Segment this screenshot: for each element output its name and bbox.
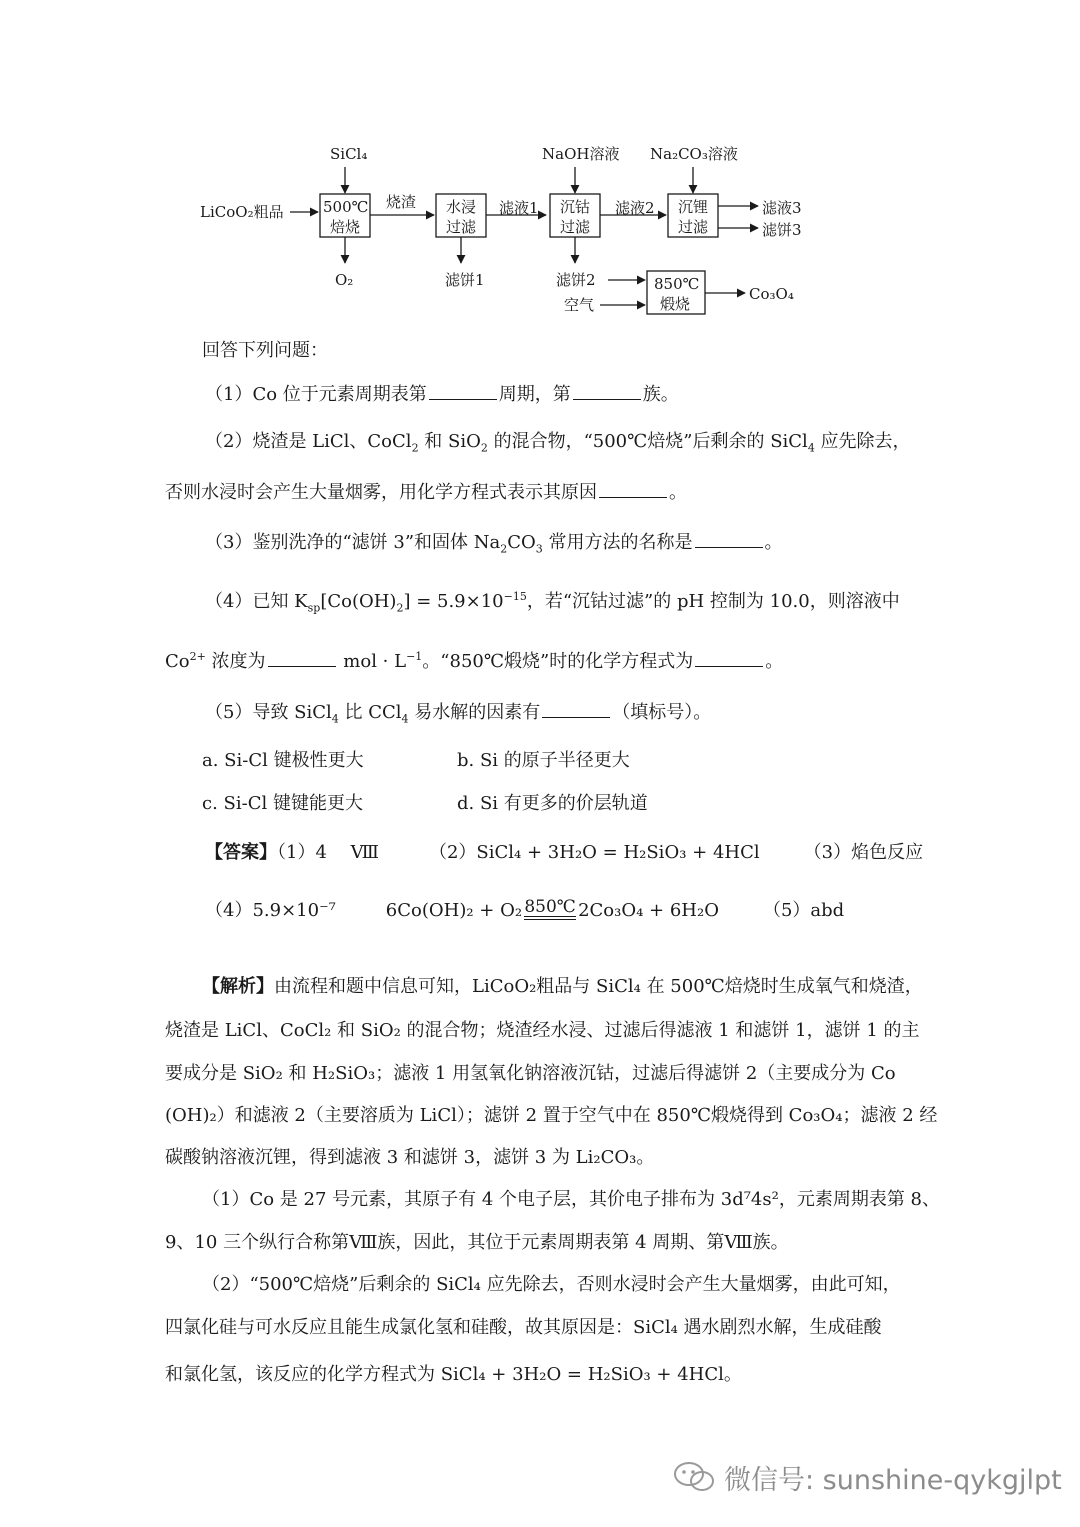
flow-reagent3-label: Na₂CO₃溶液 — [650, 145, 738, 163]
flow-out5-label: Co₃O₄ — [749, 285, 794, 303]
options-row-1 — [202, 748, 962, 774]
answer-3: （3）焰色反应 — [803, 842, 924, 863]
answer-5: （5）abd — [762, 900, 845, 921]
q1-blank-period[interactable] — [429, 381, 497, 400]
question-3: （3）鉴别洗净的“滤饼 3”和固体 $Na_2CO_3$ 常用方法的名称是 。 — [205, 529, 965, 563]
flow-box5-line1: 850℃ — [654, 275, 700, 293]
condition-temp: 850℃ — [524, 897, 576, 917]
q4-text-d: ，若“沉钴过滤”的 pH 控制为 10.0，则溶液中 — [526, 591, 900, 612]
q5-blank[interactable] — [542, 699, 610, 718]
answer-2: （2）SiCl₄ + 3H₂O = H₂SiO₃ + 4HCl — [428, 842, 760, 863]
answer-4a: （4）5.9×10⁻⁷ — [205, 900, 336, 921]
flow-box5-line2: 煅烧 — [660, 295, 691, 313]
q4-blank-conc[interactable] — [268, 648, 336, 667]
q1-text-a: （1）Co 位于元素周期表第 — [205, 384, 427, 405]
explanation-line-4: (OH)₂）和滤液 2（主要溶质为 LiCl）；滤饼 2 置于空气中在 850℃煅烧得到 Co₃O₄；滤液 2 经 — [165, 1105, 938, 1126]
explanation-text-1: 由流程和题中信息可知，LiCoO₂粗品与 SiCl₄ 在 500℃焙烧时生成氧气和烧渣， — [274, 976, 923, 997]
explanation-tag: 【解析】 — [202, 976, 274, 997]
q1-text-b: 周期，第 — [498, 384, 571, 405]
flow-reagent2-label: NaOH溶液 — [542, 145, 620, 163]
question-1 — [205, 381, 965, 408]
reaction-condition — [524, 898, 576, 928]
question-2-line2 — [165, 479, 925, 506]
option-b: b. Si 的原子半径更大 — [457, 750, 630, 771]
q4-text-e: Co — [165, 651, 190, 672]
explanation-line-5: 碳酸钠溶液沉锂，得到滤液 3 和滤饼 3，滤饼 3 为 Li₂CO₃。 — [165, 1147, 655, 1168]
option-c: c. Si-Cl 键键能更大 — [202, 793, 363, 814]
explanation-line-7: 9、10 三个纵行合称第Ⅷ族，因此，其位于元素周期表第 4 周期、第Ⅷ族。 — [165, 1232, 789, 1253]
q3-text-d: 。 — [764, 532, 783, 553]
q4-text-h: 。“850℃煅烧”时的化学方程式为 — [422, 651, 694, 672]
q2-text-4: 应先除去， — [814, 431, 911, 452]
q3-text-b: CO — [507, 532, 536, 553]
q4-blank-eq[interactable] — [695, 648, 763, 667]
q2-text-5: 否则水浸时会产生大量烟雾，用化学方程式表示其原因 — [165, 482, 597, 503]
question-4-line2: $Co^{2+}$ 浓度为 mol · $L^{-1}$。“850℃煅烧”时的化学方程式为 。 — [165, 650, 784, 672]
flow-out4a-label: 滤液3 — [762, 199, 802, 217]
q1-blank-group[interactable] — [573, 381, 641, 400]
question-4-line1: （4）已知 $K_{sp}[Co(OH)_2] = 5.9\times 10^{-15}$，若“沉钴过滤”的 pH 控制为 10.0，则溶液中 — [205, 590, 900, 615]
flow-box2-line2: 过滤 — [446, 218, 477, 236]
options-row-2 — [202, 791, 962, 817]
q2-text-2: 和 SiO — [418, 431, 481, 452]
answer-1: （1）4 Ⅷ — [277, 842, 379, 863]
explanation-line-2: 烧渣是 LiCl、CoCl₂ 和 SiO₂ 的混合物；烧渣经水浸、过滤后得滤液 1 和滤饼 1，滤饼 1 的主 — [165, 1020, 920, 1041]
q4-text-b: [Co(OH) — [320, 591, 397, 612]
wechat-icon — [672, 1460, 718, 1494]
flow-mid2-label: 滤液1 — [499, 199, 539, 217]
q2-text-3: 的混合物，“500℃焙烧”后剩余的 SiCl — [487, 431, 808, 452]
flow-feed-label: LiCoO₂粗品 — [200, 203, 284, 221]
q2-blank[interactable] — [599, 479, 667, 498]
flow-reagent1-label: SiCl₄ — [330, 145, 368, 163]
q5-text-c: 易水解的因素有 — [408, 702, 541, 723]
q2-text-6: 。 — [669, 482, 687, 503]
flow-out1-label: O₂ — [335, 271, 354, 289]
q5-text-a: （5）导致 SiCl — [205, 702, 332, 723]
q5-text-d: （填标号）。 — [612, 702, 712, 723]
flow-mid1-label: 烧渣 — [386, 193, 417, 211]
flow-out2-label: 滤饼1 — [445, 271, 485, 289]
flow-in5b-label: 空气 — [564, 296, 595, 314]
explanation-line-6: （1）Co 是 27 号元素，其原子有 4 个电子层，其价电子排布为 3d⁷4s²，元素周期表第 8、 — [202, 1189, 941, 1210]
flow-box3-line2: 过滤 — [560, 218, 591, 236]
explanation-line-3: 要成分是 SiO₂ 和 H₂SiO₃；滤液 1 用氢氧化钠溶液沉钴，过滤后得滤饼 2（主要成分为 Co — [165, 1063, 896, 1084]
q4-text-g: mol · L — [337, 651, 407, 672]
q3-blank[interactable] — [695, 529, 763, 548]
flow-box4-line1: 沉锂 — [678, 198, 709, 216]
flow-box1-line1: 500℃ — [323, 198, 369, 216]
answer-4b-right: 2Co₃O₄ + 6H₂O — [578, 900, 719, 921]
q1-text-c: 族。 — [642, 384, 679, 405]
q4-text-i: 。 — [765, 651, 784, 672]
answer-4b-left: 6Co(OH)₂ + O₂ — [385, 900, 523, 921]
question-5: （5）导致 SiCl$_4$ 比 CCl$_4$ 易水解的因素有 （填标号）。 — [205, 699, 965, 733]
explanation-line-9: 四氯化硅与可水反应且能生成氯化氢和硅酸，故其原因是：SiCl₄ 遇水剧烈水解，生成硅酸 — [165, 1317, 882, 1338]
flow-box2-line1: 水浸 — [446, 198, 477, 216]
explanation-line-8: （2）“500℃焙烧”后剩余的 SiCl₄ 应先除去，否则水浸时会产生大量烟雾，由此可知， — [202, 1274, 901, 1295]
q4-text-f: 浓度为 — [205, 651, 266, 672]
watermark-text: 微信号: sunshine-qykgjlpt — [724, 1465, 1062, 1496]
flow-out4b-label: 滤饼3 — [762, 221, 802, 239]
q4-text-c: ] = 5.9×10 — [403, 591, 504, 612]
prompt-text: 回答下列问题： — [202, 340, 328, 361]
flow-box3-line1: 沉钴 — [560, 198, 591, 216]
flow-box1-line2: 焙烧 — [330, 218, 361, 236]
q4-text-a: （4）已知 K — [205, 591, 308, 612]
q3-text-c: 常用方法的名称是 — [542, 532, 693, 553]
q3-text-a: （3）鉴别洗净的“滤饼 3”和固体 Na — [205, 532, 501, 553]
question-2-line1: （2）烧渣是 LiCl、CoCl$_2$ 和 SiO$_2$ 的混合物，“500℃焙烧”后剩余的 SiCl$_4$ 应先除去， — [205, 431, 911, 455]
flow-box4-line2: 过滤 — [678, 218, 709, 236]
flow-mid3-label: 滤液2 — [615, 199, 655, 217]
q5-text-b: 比 CCl — [338, 702, 402, 723]
explanation-line-10: 和氯化氢，该反应的化学方程式为 SiCl₄ + 3H₂O = H₂SiO₃ + 4HCl。 — [165, 1364, 742, 1385]
answer-tag: 【答案】 — [205, 842, 277, 863]
flow-in5a-label: 滤饼2 — [556, 271, 596, 289]
option-d: d. Si 有更多的价层轨道 — [457, 793, 648, 814]
process-flow-diagram — [190, 135, 830, 325]
q2-text-1: （2）烧渣是 LiCl、CoCl — [205, 431, 412, 452]
answer-line-1 — [205, 840, 965, 866]
option-a: a. Si-Cl 键极性更大 — [202, 750, 364, 771]
explanation-line-1 — [202, 974, 962, 1000]
answer-line-2 — [205, 894, 965, 928]
